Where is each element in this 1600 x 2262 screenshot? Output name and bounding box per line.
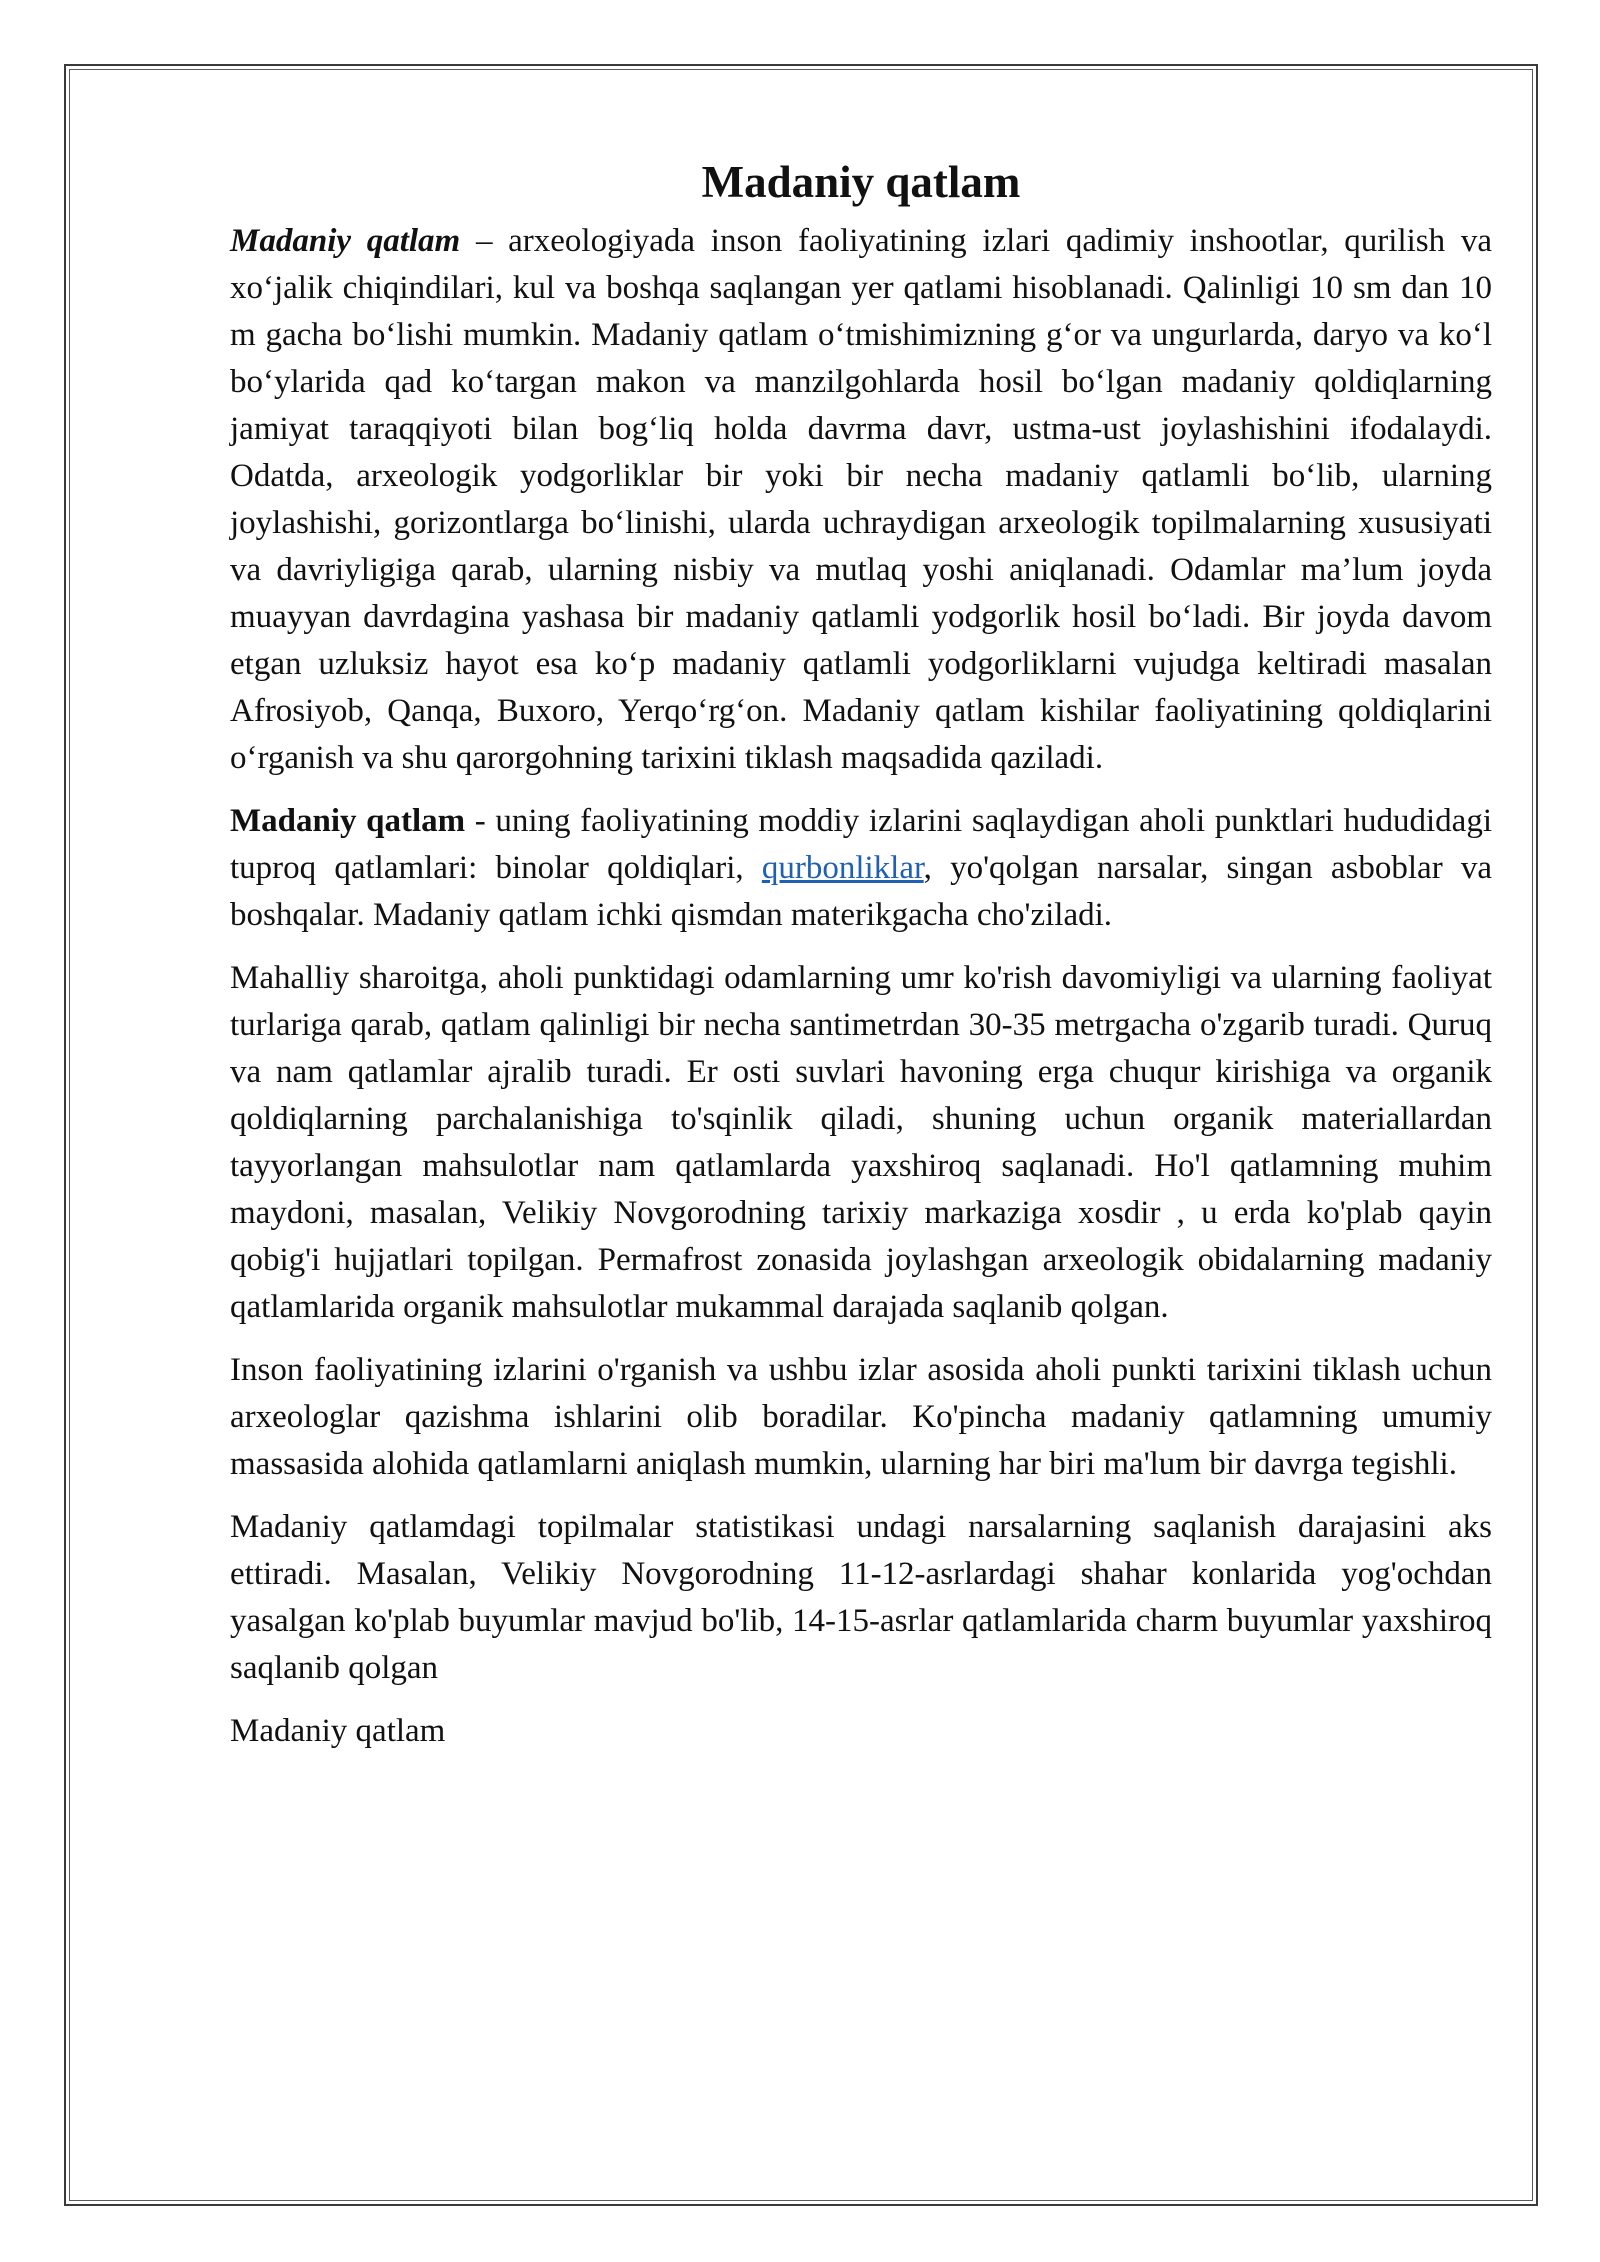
qurbonliklar-link[interactable]: qurbonliklar <box>761 850 924 886</box>
paragraph-4: Inson faoliyatining izlarini o'rganish va ushbu izlar asosida aholi punkti tarixini tiklash uchun arxeologlar qazishma ishlarini olib boradilar. Ko'pincha madaniy qatlamning umumiy massasida alohida qatlamlarni aniqlash mumkin, ularning har biri ma'lum bir davrga tegishli. <box>230 1352 1492 1482</box>
paragraph-2-text-before: - uning faoliyatining moddiy izlarini saqlaydigan aholi punktlari hududidagi tuproq qatlamlari: binolar qoldiqlari, <box>230 803 1492 886</box>
paragraph-1-term: Madaniy qatlam <box>230 223 461 259</box>
paragraph-5: Madaniy qatlamdagi topilmalar statistikasi undagi narsalarning saqlanish darajasini aks ettiradi. Masalan, Velikiy Novgorodning 11-12-asrlardagi shahar konlarida yog'ochdan yasalgan ko'plab buyumlar mavjud bo'lib, 14-15-asrlar qatlamlarida charm buyumlar yaxshiroq saqlanib qolgan <box>230 1509 1492 1686</box>
paragraph-2-text-after: , yo'qolgan narsalar, singan asboblar va boshqalar. Madaniy qatlam ichki qismdan materikgacha cho'ziladi. <box>230 850 1493 933</box>
paragraph-1-text: – arxeologiyada inson faoliyatining izlari qadimiy inshootlar, qurilish va xo‘jalik chiqindilari, kul va boshqa saqlangan yer qatlami hisoblanadi. Qalinligi 10 sm dan 10 m gacha bo‘lishi mumkin. Madaniy qatlam o‘tmishimizning g‘or va ungurlarda, daryo va ko‘l bo‘ylarida qad ko‘targan makon va manzilgohlarda hosil bo‘lgan madaniy qoldiqlarning jamiyat taraqqiyoti bilan bog‘liq holda davrma davr, ustma-ust joylashishini ifodalaydi. Odatda, arxeologik yodgorliklar bir yoki bir necha madaniy qatlamli bo‘lib, ularning joylashishi, gorizontlarga bo‘linishi, ularda uchraydigan arxeologik topilmalarning xususiyati va davriyligiga qarab, ularning nisbiy va mutlaq yoshi aniqlanadi. Odamlar ma’lum joyda muayyan davrdagina yashasa bir madaniy qatlamli yodgorlik hosil bo‘ladi. Bir joyda davom etgan uzluksiz hayot esa ko‘p madaniy qatlamli yodgorliklarni vujudga keltiradi masalan Afrosiyob, Qanqa, Buxoro, Yerqo‘rg‘on. Madaniy qatlam kishilar faoliyatining qoldiqlarini o‘rganish va shu qarorgohning tarixini tiklash maqsadida qaziladi. <box>230 223 1492 776</box>
paragraph-1 <box>230 218 1492 782</box>
paragraph-3: Mahalliy sharoitga, aholi punktidagi odamlarning umr ko'rish davomiyligi va ularning faoliyat turlariga qarab, qatlam qalinligi bir necha santimetrdan 30-35 metrgacha o'zgarib turadi. Quruq va nam qatlamlar ajralib turadi. Er osti suvlari havoning erga chuqur kirishiga va organik qoldiqlarning parchalanishiga to'sqinlik qiladi, shuning uchun organik materiallardan tayyorlangan mahsulotlar nam qatlamlarda yaxshiroq saqlanadi. Ho'l qatlamning muhim maydoni, masalan, Velikiy Novgorodning tarixiy markaziga xosdir , u erda ko'plab qayin qobig'i hujjatlari topilgan. Permafrost zonasida joylashgan arxeologik obidalarning madaniy qatlamlarida organik mahsulotlar mukammal darajada saqlanib qolgan. <box>230 960 1492 1325</box>
document-title: Madaniy qatlam <box>701 157 1021 207</box>
paragraph-6: Madaniy qatlam <box>230 1713 446 1749</box>
paragraph-2 <box>230 798 1492 939</box>
document-body <box>230 150 1492 1771</box>
paragraph-2-term: Madaniy qatlam <box>230 803 466 839</box>
